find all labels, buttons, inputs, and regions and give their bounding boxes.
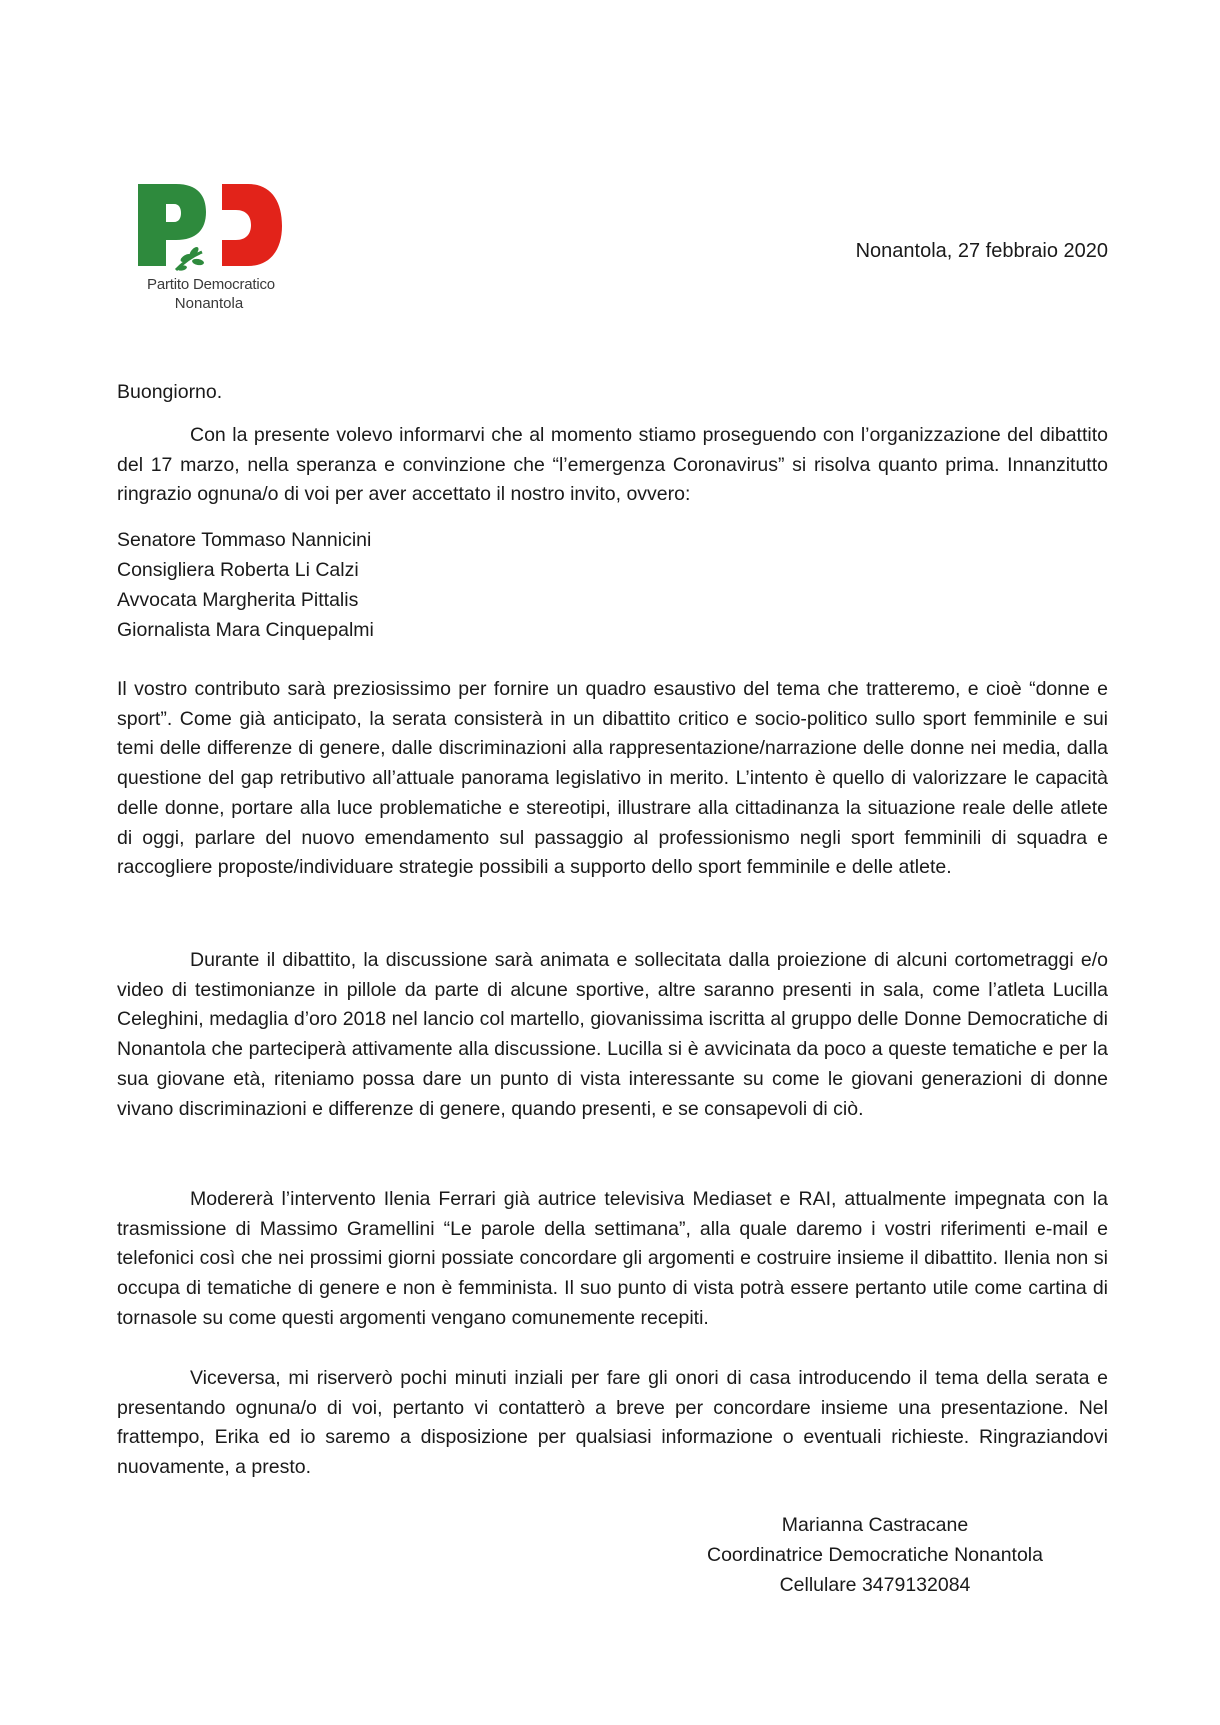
logo-text-city: Nonantola: [174, 295, 244, 312]
paragraph-intro: [117, 421, 1108, 510]
paragraph-debate-text: Durante il dibattito, la discussione sarà animata e sollecitata dalla proiezione di alcuni cortometraggi e/o video di testimonianze in pillole da parte di alcune sportive, altre saranno presenti in sala, come l’atleta Lucilla Celeghini, medaglia d’oro 2018 nel lancio col martello, giovanissima iscritta al gruppo delle Donne Democratiche di Nonantola che parteciperà attivamente alla discussione. Lucilla si è avvicinata da poco a queste tematiche e per la sua giovane età, riteniamo possa dare un punto di vista interessante su come le giovani generazioni di donne vivano discriminazioni e differenze di genere, quando presenti, e se consapevoli di ciò.: [117, 949, 1108, 1120]
invitee-item: Giornalista Mara Cinquepalmi: [117, 618, 374, 641]
signature-role: Coordinatrice Democratiche Nonantola: [706, 1543, 1043, 1566]
paragraph-closing-text: Viceversa, mi riserverò pochi minuti inziali per fare gli onori di casa introducendo il tema della serata e presentando ognuna/o di voi, pertanto vi contatterò a breve per concordare insieme una presentazione. Nel frattempo, Erika ed io saremo a disposizione per qualsiasi informazione o eventuali richieste. Ringraziandovi nuovamente, a presto.: [117, 1367, 1108, 1479]
logo-text-party: Partito Democratico: [147, 276, 275, 293]
paragraph-moderator-text: Modererà l’intervento Ilenia Ferrari già autrice televisiva Mediaset e RAI, attualmente impegnata con la trasmissione di Massimo Gramellini “Le parole della settimana”, alla quale daremo i vostri riferimenti e-mail e telefonici così che nei prossimi giorni possiate concordare gli argomenti e costruire insieme il dibattito. Ilenia non si occupa di tematiche di genere e non è femminista. Il suo punto di vista potrà essere pertanto utile come cartina di tornasole su come questi argomenti vengano comunemente recepiti.: [117, 1188, 1108, 1329]
invitee-list: [117, 526, 374, 646]
paragraph-moderator: [117, 1185, 1108, 1334]
letter-date: Nonantola, 27 febbraio 2020: [855, 240, 1108, 262]
signature-block: [660, 1511, 1090, 1600]
paragraph-intro-text: Con la presente volevo informarvi che al momento stiamo proseguendo con l’organizzazione del dibattito del 17 marzo, nella speranza e convinzione che “l’emergenza Coronavirus” si risolva quanto prima. Innanzitutto ringrazio ognuna/o di voi per aver accettato il nostro invito, ovvero:: [117, 424, 1108, 506]
signature-phone: Cellulare 3479132084: [779, 1573, 971, 1596]
invitee-item: Avvocata Margherita Pittalis: [117, 588, 359, 611]
signature-name: Marianna Castracane: [781, 1514, 969, 1536]
greeting: Buongiorno.: [117, 381, 223, 403]
invitee-item: Consigliera Roberta Li Calzi: [117, 558, 359, 581]
paragraph-contribution-text: Il vostro contributo sarà preziosissimo per fornire un quadro esaustivo del tema che tratteremo, e cioè “donne e sport”. Come già anticipato, la serata consisterà in un dibattito critico e socio-politico sullo sport femminile e sui temi delle differenze di genere, dalle discriminazioni alla rappresentazione/narrazione delle donne nei media, dalla questione del gap retributivo all’attuale panorama legislativo in merito. L’intento è quello di valorizzare le capacità delle donne, portare alla luce problematiche e stereotipi, illustrare alla cittadinanza la situazione reale delle atlete di oggi, parlare del nuovo emendamento sul passaggio al professionismo negli sport femminili di squadra e raccogliere proposte/individuare strategie possibili a supporto dello sport femminile e delle atlete.: [117, 678, 1108, 879]
pd-logo-icon: [136, 178, 286, 278]
paragraph-closing: [117, 1364, 1108, 1483]
invitee-item: Senatore Tommaso Nannicini: [117, 529, 372, 551]
party-logo: [136, 178, 286, 318]
paragraph-debate: [117, 946, 1108, 1124]
paragraph-contribution: [117, 675, 1108, 883]
